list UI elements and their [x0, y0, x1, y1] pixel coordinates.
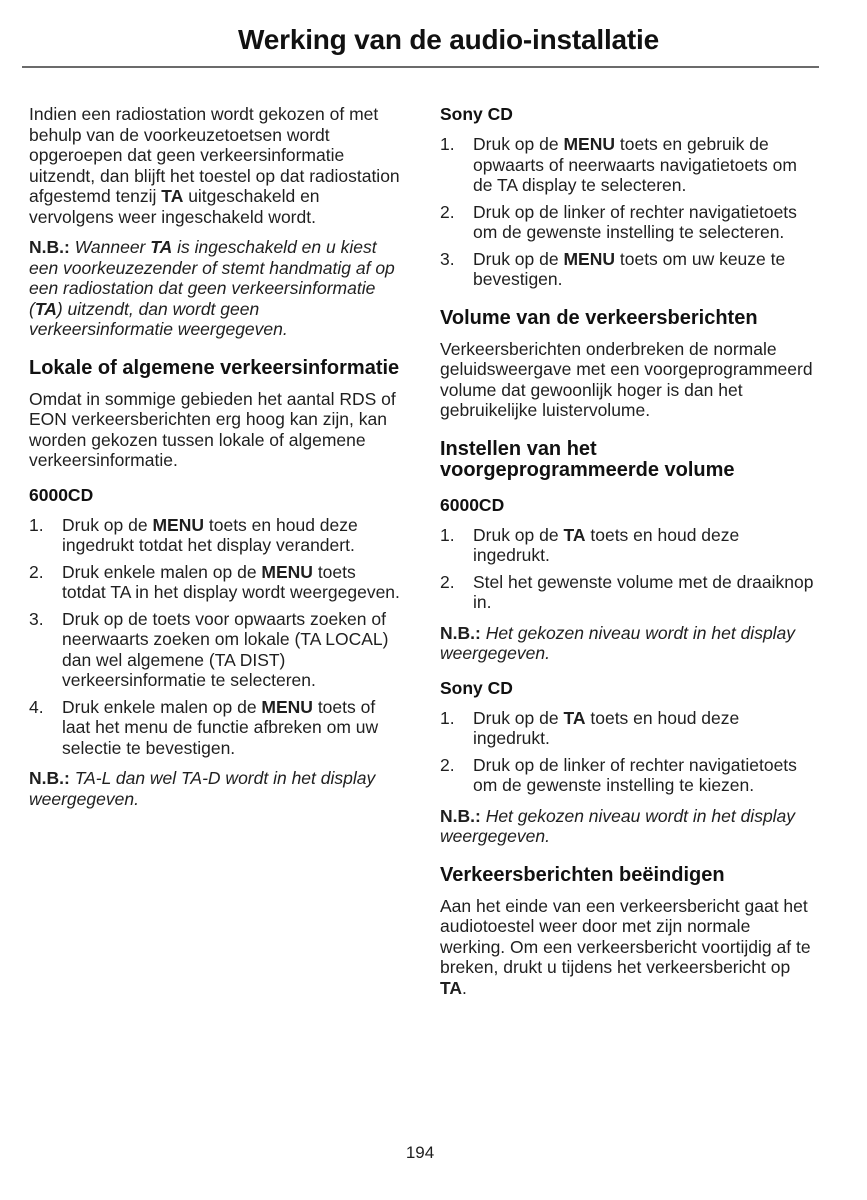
note-ta-enabled: N.B.: Wanneer TA is ingeschakeld en u kiest een voorkeuzezender of stemt handmatig af op een radiostation dat geen verkeersinformatie (TA) uitzendt, dan wordt geen verkeersinformatie weergegeven.	[29, 237, 395, 339]
right-column	[440, 104, 815, 1008]
note-label: N.B.:	[29, 237, 70, 257]
local-paragraph: Omdat in sommige gebieden het aantal RDS of EON verkeersberichten erg hoog kan zijn, kan worden gekozen tussen lokale of algemene verkeersinformatie.	[29, 388, 396, 470]
steps-preset-sony-cd	[440, 708, 815, 796]
page-title: Werking van de audio-installatie	[238, 24, 659, 55]
left-column	[29, 104, 404, 819]
heading-preset-volume: Instellen van het voorgeprogrammeerde volume	[440, 437, 735, 481]
list-item: 1. Druk op de TA toets en houd deze ingedrukt.	[440, 524, 740, 565]
volume-paragraph: Verkeersberichten onderbreken de normale geluidsweergave met een voorgeprogrammeerd volume dat gewoonlijk hoger is dan het gebruikelijke luistervolume.	[440, 338, 813, 420]
ta-term: TA	[161, 186, 184, 206]
steps-sony-cd	[440, 134, 815, 290]
note-label: N.B.:	[440, 805, 481, 826]
list-item: 3. Druk op de MENU toets om uw keuze te bevestigen.	[440, 248, 786, 289]
page-number: 194	[405, 1143, 435, 1162]
header-rule	[22, 66, 819, 68]
note-level-display: N.B.: Het gekozen niveau wordt in het display weergegeven.	[440, 805, 796, 846]
subheading-6000cd: 6000CD	[440, 494, 505, 515]
subheading-sony-cd: Sony CD	[440, 677, 513, 698]
list-item: 2. Druk op de linker of rechter navigatietoets om de gewenste instelling te kiezen.	[440, 754, 797, 795]
heading-volume: Volume van de verkeersberichten	[440, 306, 758, 329]
list-item: 3. Druk op de toets voor opwaarts zoeken of neerwaarts zoeken om lokale (TA LOCAL) dan wel algemene (TA DIST) verkeersinformatie te selecteren.	[29, 608, 389, 690]
steps-preset-6000cd	[440, 525, 815, 613]
list-item: 2. Stel het gewenste volume met de draaiknop in.	[440, 571, 814, 612]
intro-paragraph: Indien een radiostation wordt gekozen of met behulp van de voorkeuzetoetsen wordt opgeroepen dat geen verkeersinformatie uitzendt, dan blijft het toestel op dat radiostation afgestemd tenzij TA uitgeschakeld en vervolgens weer ingeschakeld wordt.	[29, 104, 400, 227]
note-ta-display: N.B.: TA-L dan wel TA-D wordt in het display weergegeven.	[29, 768, 376, 809]
page-header	[22, 22, 819, 68]
subheading-6000cd: 6000CD	[29, 484, 94, 505]
list-item: 1. Druk op de TA toets en houd deze ingedrukt.	[440, 707, 740, 748]
list-item: 4. Druk enkele malen op de MENU toets of laat het menu de functie afbreken om uw selectie te bevestigen.	[29, 696, 379, 758]
subheading-sony-cd: Sony CD	[440, 104, 513, 124]
note-level-display: N.B.: Het gekozen niveau wordt in het display weergegeven.	[440, 622, 796, 663]
note-label: N.B.:	[440, 622, 481, 643]
heading-local-general: Lokale of algemene verkeersinformatie	[29, 356, 400, 379]
end-paragraph: Aan het einde van een verkeersbericht gaat het audiotoestel weer door met zijn normale werking. Om een verkeersbericht voortijdig af te breken, drukt u tijdens het verkeersbericht op TA.	[440, 895, 811, 998]
steps-6000cd	[29, 515, 404, 759]
list-item: 2. Druk enkele malen op de MENU toets totdat TA in het display wordt weergegeven.	[29, 561, 400, 602]
list-item: 1. Druk op de MENU toets en gebruik de opwaarts of neerwaarts navigatietoets om de TA display te selecteren.	[440, 134, 797, 195]
note-label: N.B.:	[29, 768, 70, 788]
list-item: 1. Druk op de MENU toets en houd deze ingedrukt totdat het display verandert.	[29, 514, 358, 555]
ta-term: TA	[440, 977, 463, 998]
list-item: 2. Druk op de linker of rechter navigatietoets om de gewenste instelling te selecteren.	[440, 201, 797, 242]
heading-end-traffic: Verkeersberichten beëindigen	[440, 863, 725, 886]
